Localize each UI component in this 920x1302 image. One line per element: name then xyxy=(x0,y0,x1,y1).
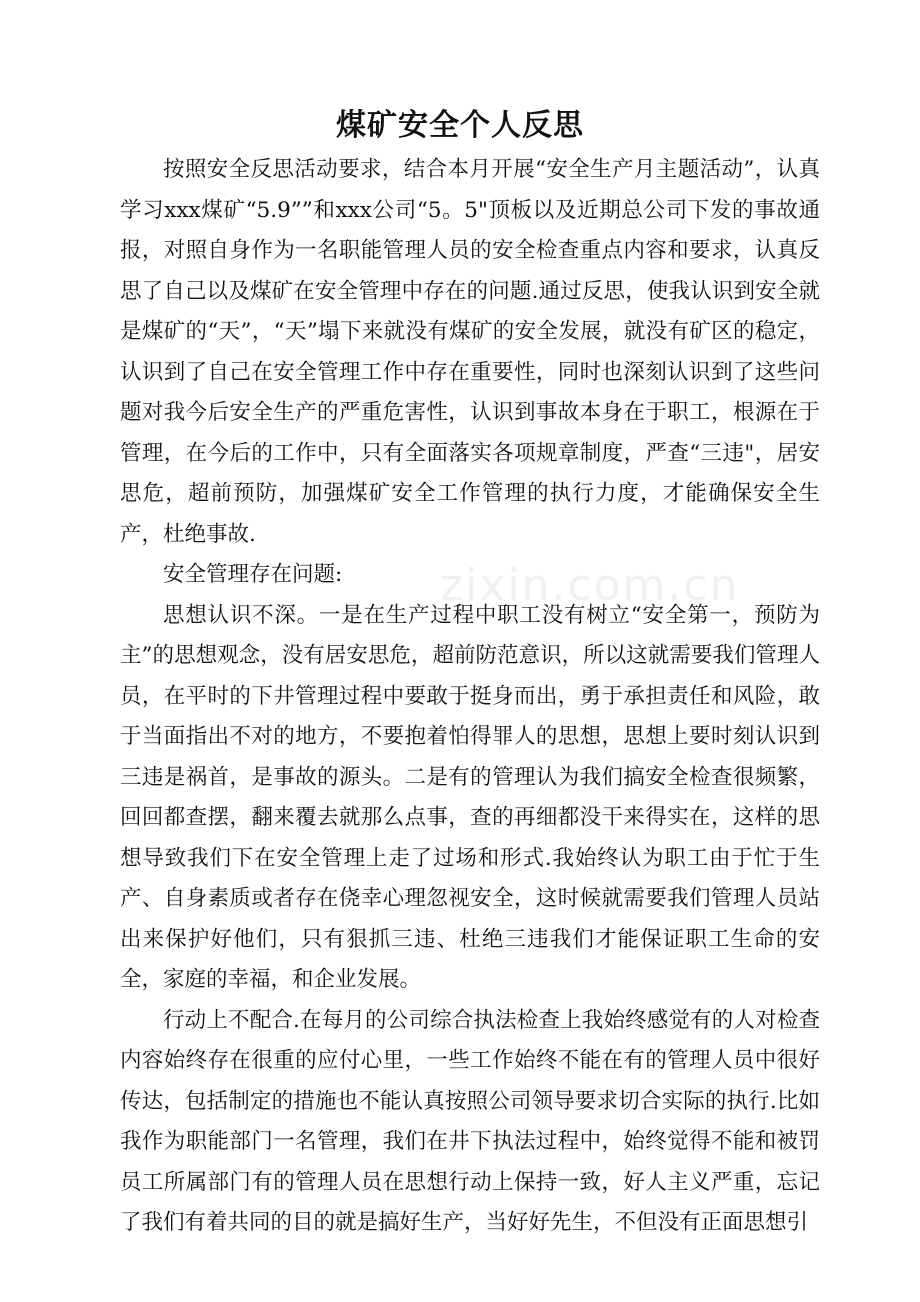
paragraph-heading-problems: 安全管理存在问题: xyxy=(163,562,343,587)
paragraph-thinking: 思想认识不深。一是在生产过程中职工没有树立“安全第一，预防为主”的思想观念，没有居安思危，超前防范意识，所以这就需要我们管理人员，在平时的下井管理过程中要敢于挺身而出，勇于承担责任和风险，敢于当面指出不对的地方，不要抱着怕得罪人的思想，思想上要时刻认识到三违是祸首，是事故的源头。二是有的管理认为我们搞安全检查很频繁，回回都查摆，翻来覆去就那么点事，查的再细都没干来得实在，这样的思想导致我们下在安全管理上走了过场和形式.我始终认为职工由于忙于生产、自身素质或者存在侥幸心理忽视安全，这时候就需要我们管理人员站出来保护好他们，只有狠抓三违、杜绝三违我们才能保证职工生命的安全，家庭的幸福，和企业发展。 xyxy=(120,602,820,992)
watermark: zixin.com.cn xyxy=(440,560,740,611)
paragraph-action: 行动上不配合.在每月的公司综合执法检查上我始终感觉有的人对检查内容始终存在很重的应付心里，一些工作始终不能在有的管理人员中很好传达，包括制定的措施也不能认真按照公司领导要求切合实际的执行.比如我作为职能部门一名管理，我们在井下执法过程中，始终觉得不能和被罚员工所属部门有的管理人员在思想行动上保持一致，好人主义严重，忘记了我们有着共同的目的就是搞好生产，当好好先生，不但没有正面思想引 xyxy=(120,1007,820,1235)
paragraph-intro: 按照安全反思活动要求，结合本月开展“安全生产月主题活动”，认真学习xxx煤矿“5.9””和xxx公司“5。5"顶板以及近期总公司下发的事故通报，对照自身作为一名职能管理人员的安全检查重点内容和要求，认真反思了自己以及煤矿在安全管理中存在的问题.通过反思，使我认识到安全就是煤矿的“天”，“天”塌下来就没有煤矿的安全发展，就没有矿区的稳定，认识到了自己在安全管理工作中存在重要性，同时也深刻认识到了这些问题对我今后安全生产的严重危害性，认识到事故本身在于职工，根源在于管理，在今后的工作中，只有全面落实各项规章制度，严查“三违"，居安思危，超前预防，加强煤矿安全工作管理的执行力度，才能确保安全生产，杜绝事故. xyxy=(120,157,820,547)
document-title: 煤矿安全个人反思 xyxy=(336,108,584,143)
document-body xyxy=(120,150,820,1244)
